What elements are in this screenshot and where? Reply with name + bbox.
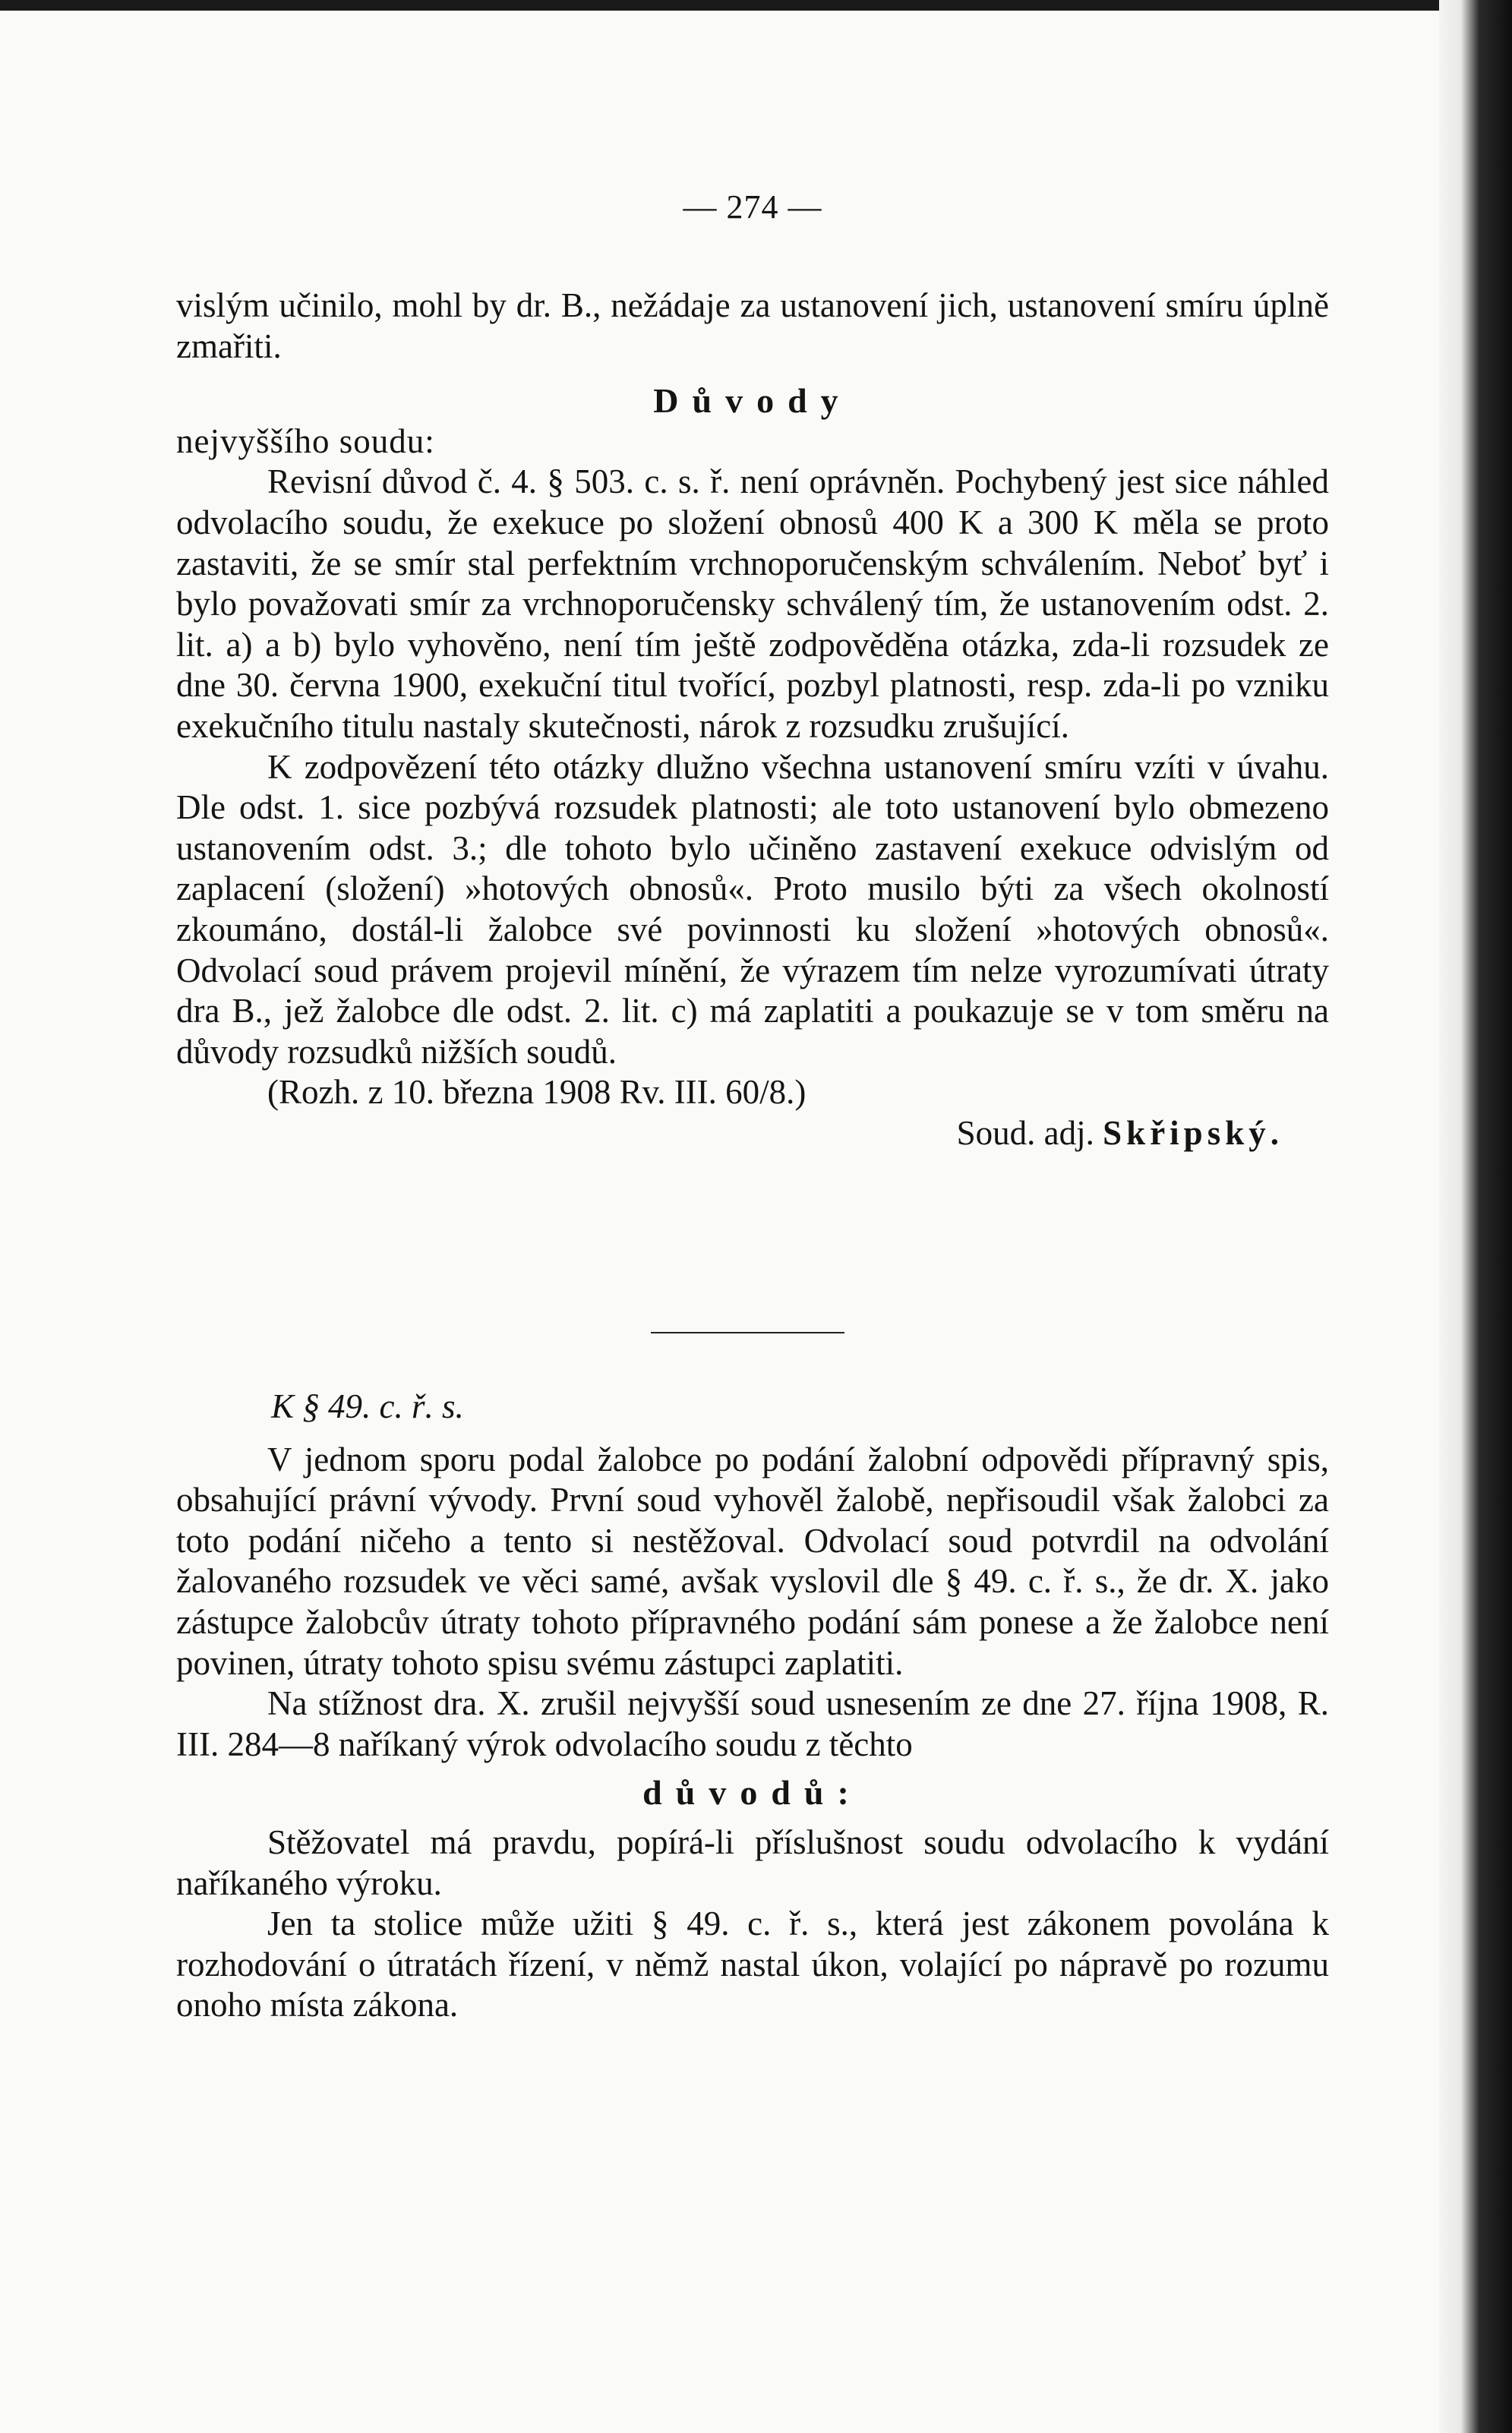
citation: (Rozh. z 10. března 1908 Rv. III. 60/8.) [267,1073,807,1112]
paragraph-6: Jen ta stolice může užiti § 49. c. ř. s., která jest zákonem povolána k rozhodování o útratách řízení, v němž nastal úkon, volající po nápravě po rozumu onoho místa zákona. [176,1904,1329,2024]
paragraph-2: K zodpovězení této otázky dlužno všechna ustanovení smíru vzíti v úvahu. Dle odst. 1. sice pozbývá rozsudek platnosti; ale toto ustanovení bylo obmezeno ustanovením odst. 3.; dle tohoto bylo učiněno zastavení exekuce odvislým od zaplacení (složení) »hotových obnosů«. Proto musilo býti za všech okolností zkoumáno, dostál-li žalobce své povinnosti ku složení »hotových obnosů«. Odvolací soud právem projevil mínění, že výrazem tím nelze vyrozumívati útraty dra B., jež žalobce dle odst. 2. lit. c) má zaplatiti a poukazuje se v tom směru na důvody rozsudků nižších soudů. [176,747,1329,1071]
paragraph-4: Na stížnost dra. X. zrušil nejvyšší soud usnesením ze dne 27. října 1908, R. III. 284—8 naříkaný výrok odvolacího soudu z těchto [176,1684,1329,1763]
signature-name: Skřipský. [1103,1113,1283,1152]
section-1 [176,286,1329,1153]
heading-duvody: Důvody [653,381,852,421]
paragraph-5: Stěžovatel má pravdu, popírá-li příslušnost soudu odvolacího k vydání naříkaného výroku. [176,1822,1329,1902]
section-title: K § 49. c. ř. s. [271,1387,464,1425]
signature-prefix: Soud. adj. [956,1113,1094,1152]
book-page [0,11,1439,2433]
heading-duvodu: důvodů: [642,1773,863,1813]
section-2 [176,1387,1329,2026]
book-spine-shadow [1439,0,1512,2433]
section-divider [651,1332,844,1333]
heading-lead: nejvyššího soudu: [176,421,435,460]
paragraph-3: V jednom sporu podal žalobce po podání žalobní odpovědi přípravný spis, obsahující právní vývody. První soud vyhověl žalobě, nepřisoudil však žalobci za toto podání ničeho a tento si nestěžoval. Odvolací soud potvrdil na odvolání žalovaného rozsudek ve věci samé, avšak vyslovil dle § 49. c. ř. s., že dr. X. jako zástupce žalobcův útraty tohoto přípravného podání sám ponese a že žalobce není povinen, útraty tohoto spisu svému zástupci zaplatiti. [176,1440,1329,1682]
paragraph-1: Revisní důvod č. 4. § 503. c. s. ř. není oprávněn. Pochybený jest sice náhled odvolacího soudu, že exekuce po složení obnosů 400 K a 300 K měla se proto zastaviti, že se smír stal perfektním vrchnoporučenským schválením. Neboť byť i bylo považovati smír za vrchnoporučensky schválený tím, že ustanovením odst. 2. lit. a) a b) bylo vyhověno, není tím ještě zodpověděna otázka, zda-li rozsudek ze dne 30. června 1900, exekuční titul tvořící, pozbyl platnosti, resp. zda-li po vzniku exekučního titulu nastaly skutečnosti, nárok z rozsudku zrušující. [176,462,1329,745]
opening-paragraph: vislým učinilo, mohl by dr. B., nežádaje za ustanovení jich, ustanovení smíru úplně zmařiti. [176,286,1329,365]
page-number: — 274 — [683,188,822,226]
signature [176,1113,1329,1154]
